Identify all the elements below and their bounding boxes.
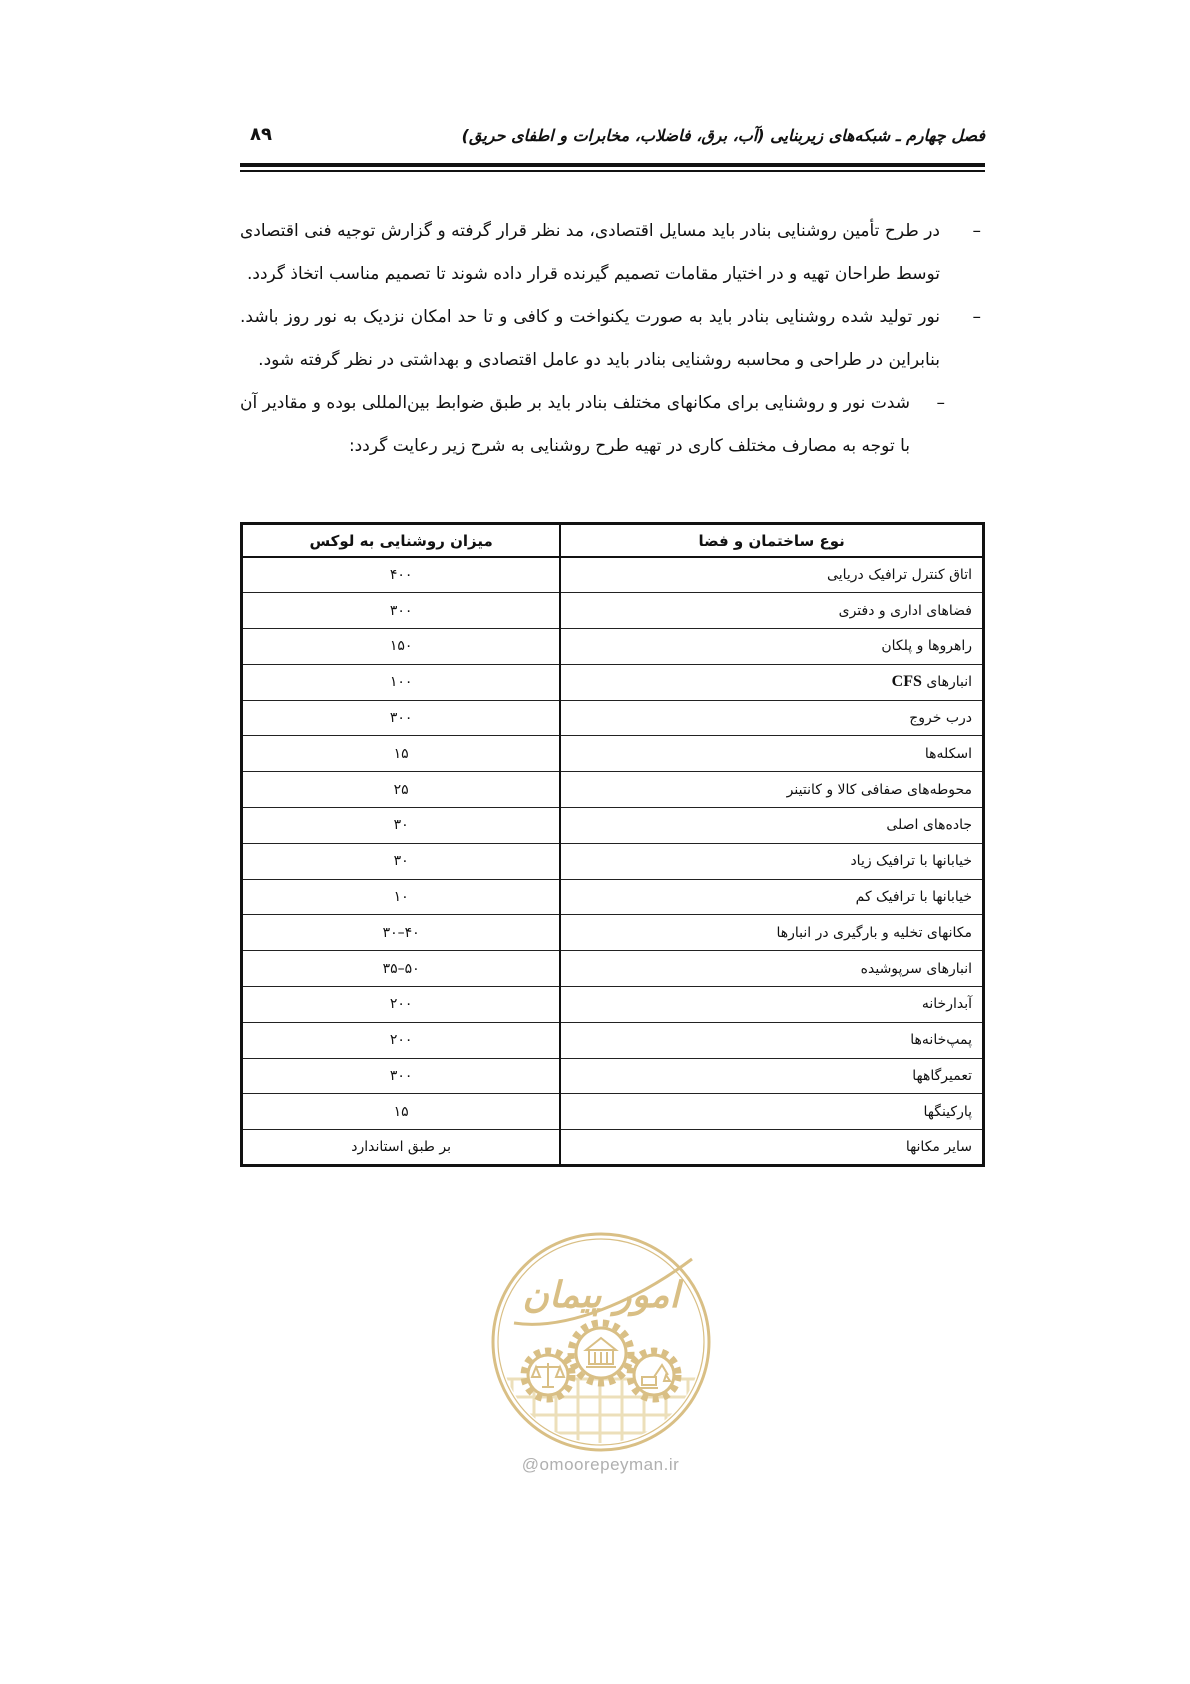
space-type-cell (560, 593, 983, 629)
seal-logo (486, 1227, 716, 1457)
website-watermark: @omoorepeyman.ir (521, 1455, 680, 1475)
space-type-cell (560, 915, 983, 951)
lux-value-text: ۳۵–۵۰ (382, 960, 420, 977)
chapter-title: فصل چهارم ـ شبکه‌های زیربنایی (آب، برق، فاضلاب، مخابرات و اطفای حریق) (461, 126, 985, 145)
lux-value-text: ۴۰۰ (389, 567, 413, 584)
bullet-marker: – (972, 307, 981, 327)
table-row (242, 664, 984, 700)
lux-value-cell (242, 843, 561, 879)
bullet-item (240, 382, 985, 468)
table-row (242, 1094, 984, 1130)
seal-script-text: امور پیمان (522, 1275, 680, 1317)
bullet-item (240, 210, 985, 296)
header-rule-thin (240, 170, 985, 172)
space-type-cell (560, 557, 983, 593)
lux-value-text: ۱۰۰ (389, 674, 413, 691)
space-type-text: پارکینگها (923, 1103, 972, 1120)
space-type-cell (560, 987, 983, 1023)
column-header-lux: میزان روشنایی به لوکس (242, 524, 561, 558)
lux-value-cell (242, 915, 561, 951)
bullet-item (240, 296, 985, 382)
space-type-text: تعمیرگاهها (912, 1068, 972, 1085)
lux-value-text: ۱۵ (393, 745, 409, 762)
table-row (242, 736, 984, 772)
space-type-cell (560, 664, 983, 700)
table-row (242, 772, 984, 808)
table-row (242, 1058, 984, 1094)
table-row (242, 987, 984, 1023)
space-type-text: محوطه‌های صفافی کالا و کانتینر (786, 781, 972, 798)
lux-value-cell (242, 951, 561, 987)
lux-value-text: ۳۰ (393, 853, 409, 870)
space-type-cell (560, 843, 983, 879)
space-type-text: فضاهای اداری و دفتری (838, 602, 972, 619)
bullet-text: نور تولید شده روشنایی بنادر باید به صورت یکنواخت و کافی و تا حد امکان نزدیک به نور روز باشد. بنابراین در طراحی و محاسبه روشنایی بنادر باید دو عامل اقتصادی و بهداشتی در نظر گرفته شود. (240, 307, 940, 370)
lux-value-cell (242, 700, 561, 736)
lux-value-cell (242, 1094, 561, 1130)
lux-value-cell (242, 987, 561, 1023)
table-row (242, 700, 984, 736)
space-type-cell (560, 772, 983, 808)
table-row (242, 1130, 984, 1166)
table-row (242, 593, 984, 629)
lighting-table-body (242, 557, 984, 1166)
space-type-text: راهروها و پلکان (881, 638, 972, 655)
space-type-code: CFS (891, 673, 922, 691)
space-type-text: جاده‌های اصلی (886, 817, 972, 834)
space-type-cell (560, 700, 983, 736)
lux-value-text: ۱۵۰ (389, 638, 413, 655)
space-type-cell (560, 1022, 983, 1058)
lighting-levels-table (240, 522, 985, 1167)
table-header-row (242, 524, 984, 558)
lux-value-text: ۱۵ (393, 1103, 409, 1120)
lux-value-cell (242, 629, 561, 665)
lux-value-text: ۳۰۰ (389, 710, 413, 727)
space-type-cell (560, 879, 983, 915)
lux-value-cell (242, 557, 561, 593)
lux-value-cell (242, 879, 561, 915)
space-type-cell (560, 1058, 983, 1094)
space-type-text: اسکله‌ها (924, 745, 972, 762)
lux-value-text: بر طبق استاندارد (351, 1139, 452, 1156)
lux-value-cell (242, 772, 561, 808)
space-type-cell (560, 808, 983, 844)
table-row (242, 557, 984, 593)
page-body (240, 210, 985, 1475)
table-row (242, 879, 984, 915)
seal-logo-area (240, 1227, 985, 1457)
lux-value-text: ۳۰–۴۰ (382, 924, 420, 941)
table-row (242, 1022, 984, 1058)
lux-value-cell (242, 808, 561, 844)
space-type-text: خیابانها با ترافیک کم (855, 889, 972, 906)
space-type-cell (560, 1094, 983, 1130)
lux-value-text: ۲۵ (393, 781, 409, 798)
table-row (242, 808, 984, 844)
column-header-space-type: نوع ساختمان و فضا (560, 524, 983, 558)
lux-value-cell (242, 736, 561, 772)
table-row (242, 915, 984, 951)
table-row (242, 843, 984, 879)
lux-value-text: ۳۰۰ (389, 1068, 413, 1085)
space-type-text: انبارهای سرپوشیده (860, 960, 972, 977)
table-row (242, 629, 984, 665)
lux-value-text: ۳۰۰ (389, 602, 413, 619)
lux-value-cell (242, 1130, 561, 1166)
lux-value-cell (242, 1022, 561, 1058)
bullet-text: در طرح تأمین روشنایی بنادر باید مسایل اقتصادی، مد نظر قرار گرفته و گزارش توجیه فنی اقتصادی توسط طراحان تهیه و در اختیار مقامات تصمیم گیرنده قرار داده شوند تا تصمیم مناسب اتخاذ گردد. (240, 221, 940, 284)
lux-value-text: ۲۰۰ (389, 996, 413, 1013)
space-type-text: خیابانها با ترافیک زیاد (850, 853, 972, 870)
space-type-text: مکانهای تخلیه و بارگیری در انبارها (776, 924, 972, 941)
page-number: ۸۹ (250, 124, 272, 145)
space-type-cell (560, 736, 983, 772)
gear-icon (630, 1351, 678, 1399)
lux-value-text: ۱۰ (393, 889, 409, 906)
lux-value-cell (242, 593, 561, 629)
space-type-text: پمپ‌خانه‌ها (910, 1032, 972, 1049)
bullet-marker: – (936, 393, 945, 413)
lux-value-cell (242, 1058, 561, 1094)
bullet-marker: – (972, 221, 981, 241)
table-row (242, 951, 984, 987)
header-rule-thick (240, 163, 985, 167)
space-type-cell (560, 1130, 983, 1166)
space-type-text: اتاق کنترل ترافیک دریایی (827, 567, 972, 584)
space-type-text: انبارهای (926, 674, 972, 691)
page-header (240, 124, 985, 156)
space-type-text: آبدارخانه (921, 996, 972, 1013)
space-type-cell (560, 951, 983, 987)
lux-value-cell (242, 664, 561, 700)
bullet-text: شدت نور و روشنایی برای مکانهای مختلف بنادر باید بر طبق ضوابط بین‌المللی بوده و مقادیر آن با توجه به مصارف مختلف کاری در تهیه طرح روشنایی به شرح زیر رعایت گردد: (240, 393, 910, 456)
lux-value-text: ۲۰۰ (389, 1032, 413, 1049)
space-type-cell (560, 629, 983, 665)
space-type-text: سایر مکانها (905, 1139, 972, 1156)
lux-value-text: ۳۰ (393, 817, 409, 834)
space-type-text: درب خروج (909, 710, 972, 727)
